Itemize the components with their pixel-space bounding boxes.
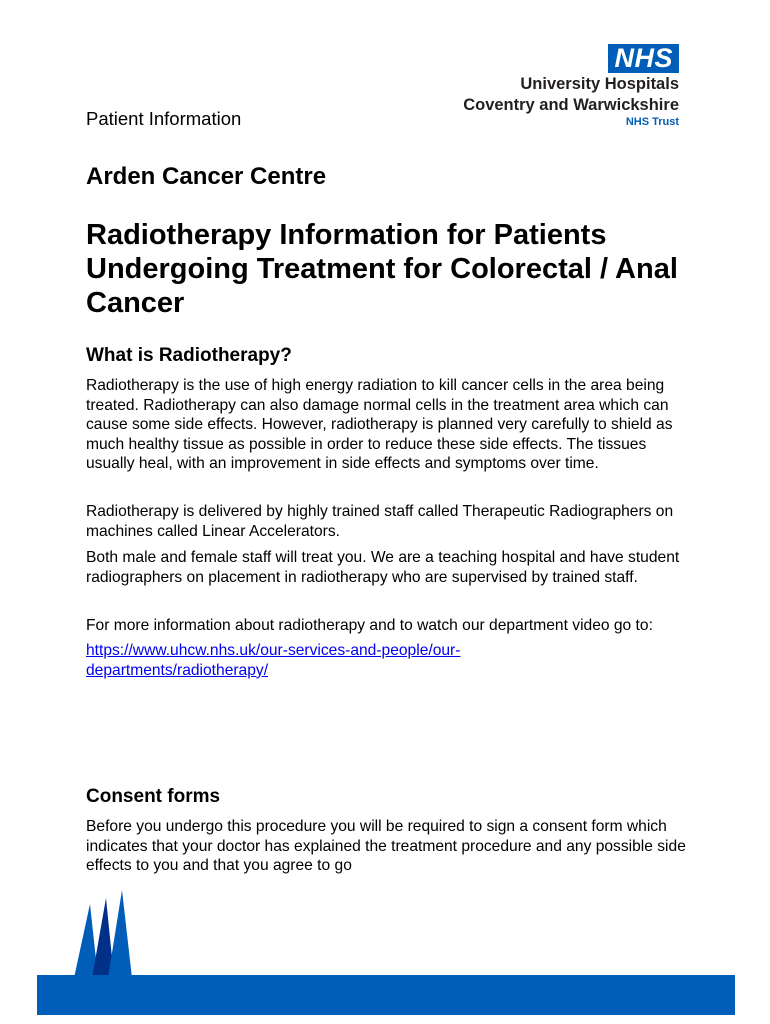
paragraph: Both male and female staff will treat you. We are a teaching hospital and have student radiographers on placement in radiotherapy who are supervised by trained staff.	[86, 549, 680, 586]
section-consent-forms	[86, 786, 686, 876]
org-name-line2: Coventry and Warwickshire	[463, 96, 679, 114]
section-heading: Consent forms	[86, 786, 221, 807]
nhs-trust-logo	[463, 44, 679, 129]
nhs-badge: NHS	[608, 44, 679, 73]
centre-name: Arden Cancer Centre	[86, 163, 327, 190]
spires-graphic	[70, 890, 140, 980]
section-heading: What is Radiotherapy?	[86, 345, 292, 366]
paragraph: For more information about radiotherapy and to watch our department video go to:	[86, 617, 653, 635]
paragraph: Radiotherapy is the use of high energy radiation to kill cancer cells in the area being treated. Radiotherapy can also damage normal cells in the treatment area which can cause some side effects. However, radiotherapy is planned very carefully to shield as much healthy tissue as possible in order to reduce these side effects. The tissues usually heal, with an improvement in side effects and symptoms over time.	[86, 377, 673, 473]
radiotherapy-department-link[interactable]: https://www.uhcw.nhs.uk/our-services-and-people/our-departments/radiotherapy/	[86, 641, 461, 679]
section-what-is-radiotherapy	[86, 345, 686, 680]
footer-band	[37, 975, 735, 1015]
org-trust-label: NHS Trust	[625, 116, 679, 128]
paragraph: Before you undergo this procedure you will be required to sign a consent form which indicates that your doctor has explained the treatment procedure and any possible side effects to you and that you agree to go	[86, 818, 686, 875]
patient-information-label: Patient Information	[86, 108, 242, 129]
document-title: Radiotherapy Information for Patients Undergoing Treatment for Colorectal / Anal Cancer	[86, 219, 678, 319]
paragraph: Radiotherapy is delivered by highly trained staff called Therapeutic Radiographers on machines called Linear Accelerators.	[86, 502, 674, 540]
org-name-line1: University Hospitals	[520, 75, 679, 93]
